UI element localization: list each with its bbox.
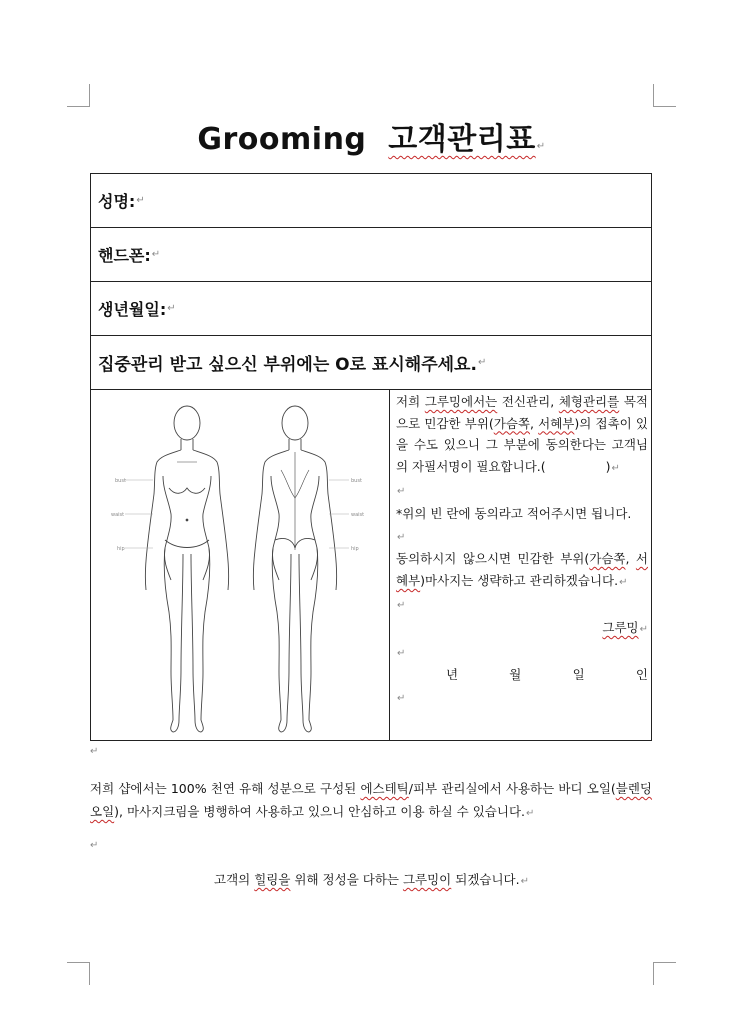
name-row[interactable] [91, 174, 651, 228]
phone-label: 핸드폰: [98, 246, 151, 265]
body-diagram [91, 390, 389, 740]
paragraph-mark: ↵ [90, 746, 99, 757]
day-label: 일 [572, 667, 585, 683]
focus-instruction: 집중관리 받고 싶으신 부위에는 O로 표시해주세요. [98, 355, 477, 375]
date-signature-line[interactable] [396, 664, 648, 686]
customer-form-table [90, 173, 652, 741]
consent-hint: *위의 빈 란에 동의라고 적어주시면 됩니다. [396, 505, 632, 521]
notice-paragraph: 저희 샵에서는 100% 천연 유해 성분으로 구성된 에스테틱/피부 관리실에서 사용하는 바디 오일(블렌딩오일), 마사지크림을 병행하여 사용하고 있으니 안심하고 이용 하실 수 있습니다.↵ [90, 781, 653, 819]
month-label: 월 [509, 667, 522, 683]
back-bust-label: bust [351, 478, 362, 484]
document-title [0, 114, 743, 158]
phone-row[interactable] [91, 228, 651, 282]
front-bust-label: bust [115, 478, 126, 484]
shop-signature: 그루밍↵ [602, 619, 648, 635]
title-korean: 고객관리표 [388, 122, 536, 157]
name-label: 성명: [98, 192, 136, 211]
front-hip-label: hip [117, 546, 125, 552]
paragraph-mark: ↵ [90, 840, 99, 851]
back-hip-label: hip [351, 546, 359, 552]
paragraph-mark: ↵ [477, 357, 487, 368]
year-label: 년 [446, 667, 459, 683]
diagram-and-consent-row [91, 390, 651, 740]
seal-label: 인 [635, 667, 648, 683]
decline-paragraph: 동의하시지 않으시면 민감한 부위(가슴쪽, 서혜부)마사지는 생략하고 관리하겠습니다.↵ [396, 551, 648, 588]
consent-text-cell: 저희 그루밍에서는 전신관리, 체형관리를 목적으로 민감한 부위(가슴쪽, 서혜부)의 접촉이 있을 수도 있으니 그 부분에 동의한다는 고객님의 자필서명이 필요합니다.( )↵ ↵ *위의 빈 란에 동의라고 적어주시면 됩니다. ↵ 동의하시지 않으시면 민감한 부위(가슴쪽, 서혜부)마사지는 생략하고 관리하겠습니다.↵ ↵ 그루밍↵ ↵ 년 월 일 인 ↵ [396, 391, 648, 709]
focus-instruction-row [91, 336, 651, 390]
crop-mark-bottom-right [653, 962, 676, 985]
back-figure [253, 406, 336, 732]
crop-mark-top-left [67, 84, 90, 107]
closing-line: 고객의 힐링을 위해 정성을 다하는 그루밍이 되겠습니다.↵ [214, 872, 529, 887]
paragraph-mark: ↵ [167, 303, 176, 314]
birthdate-row[interactable] [91, 282, 651, 336]
front-waist-label: waist [111, 512, 125, 518]
crop-mark-top-right [653, 84, 676, 107]
paragraph-mark: ↵ [536, 141, 546, 152]
crop-mark-bottom-left [67, 962, 90, 985]
front-figure [145, 406, 228, 732]
back-waist-label: waist [351, 512, 365, 518]
consent-paragraph: 저희 그루밍에서는 전신관리, 체형관리를 목적으로 민감한 부위(가슴쪽, 서혜부)의 접촉이 있을 수도 있으니 그 부분에 동의한다는 고객님의 자필서명이 필요합니다.( )↵ [396, 394, 648, 474]
birthdate-label: 생년월일: [98, 300, 167, 319]
paragraph-mark: ↵ [136, 195, 145, 206]
paragraph-mark: ↵ [151, 249, 161, 260]
title-english: Grooming [197, 122, 367, 157]
body-diagram-cell[interactable] [91, 390, 390, 740]
